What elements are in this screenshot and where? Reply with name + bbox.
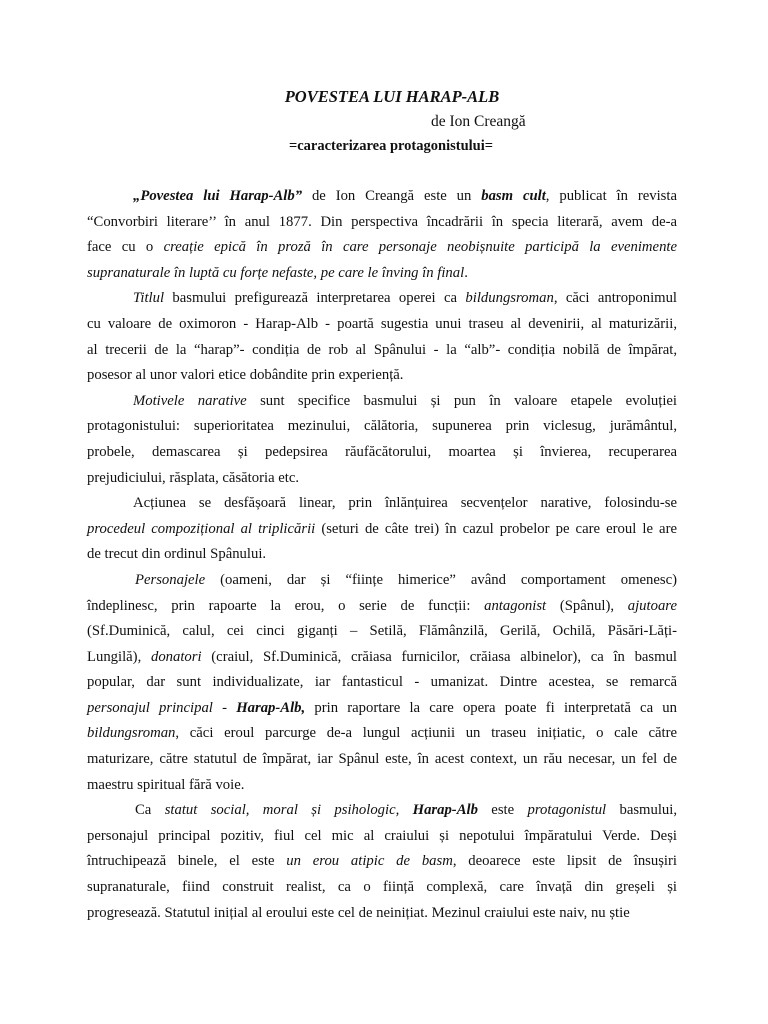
text-run: personajul principal pozitiv, fiul cel mic al craiului și nepotului împăratului Verde. Deși bbox=[87, 827, 677, 844]
text-run: probele, demascarea și pedepsirea răufăcătorului, moartea și învierea, recuperarea bbox=[87, 443, 677, 460]
text-line bbox=[87, 286, 677, 312]
text-run: supranaturale, fiind construit realist, ca o ființă complexă, care învață din greșeli și bbox=[87, 879, 677, 896]
text-run: Acțiunea se desfășoară linear, prin înlănțuirea secvențelor narative, folosindu-se bbox=[133, 495, 677, 512]
text-run: procedeul compozițional al triplicării bbox=[87, 520, 316, 537]
text-run: prin raportare la care opera poate fi interpretată ca un bbox=[305, 699, 677, 716]
text-run: maturizare, către statutul de împărat, iar Spânul este, în acest context, un rău necesar, un fel de bbox=[87, 751, 677, 768]
text-line bbox=[87, 184, 677, 210]
document-author: de Ion Creangă bbox=[431, 113, 526, 130]
text-line bbox=[87, 798, 677, 824]
text-run: (seturi de câte trei) în cazul probelor pe care eroul le are bbox=[315, 520, 677, 537]
document-title: POVESTEA LUI HARAP-ALB bbox=[284, 87, 500, 106]
text-run: (craiul, Sf.Duminică, crăiasa furnicilor, crăiasa albinelor), ca în basmul bbox=[201, 648, 677, 665]
text-line bbox=[87, 261, 677, 287]
text-line bbox=[87, 466, 677, 492]
text-line bbox=[87, 901, 677, 927]
text-line bbox=[87, 235, 677, 261]
text-run: progresează. Statutul inițial al eroului este cel de neinițiat. Mezinul craiului este naiv, nu știe bbox=[87, 904, 630, 921]
text-run: basmului prefigurează interpretarea operei ca bbox=[164, 290, 466, 307]
text-run: maestru spiritual fără voie. bbox=[87, 776, 245, 793]
text-run: , căci antroponimul bbox=[553, 290, 677, 307]
text-line bbox=[87, 568, 677, 594]
text-line bbox=[87, 875, 677, 901]
paragraph bbox=[87, 389, 677, 491]
text-line bbox=[87, 849, 677, 875]
text-run: „Povestea lui Harap-Alb” bbox=[133, 188, 303, 204]
text-line bbox=[87, 747, 677, 773]
text-run: “Convorbiri literare’’ în anul 1877. Din perspectiva încadrării în specia literară, avem de-a bbox=[87, 213, 677, 230]
text-run: prejudiciului, răsplata, căsătoria etc. bbox=[87, 469, 300, 486]
text-run bbox=[399, 802, 412, 818]
text-run: (Sf.Duminică, calul, cei cinci giganți – Setilă, Flămânzilă, Gerilă, Ochilă, Păsări-Lăți- bbox=[87, 623, 677, 640]
paragraph bbox=[87, 568, 677, 798]
text-run: Harap-Alb, bbox=[236, 699, 306, 716]
text-run: al trecerii de la “harap”- condiția de rob al Spânului - la “alb”- condiția nobilă de împărat, bbox=[87, 341, 677, 358]
text-line bbox=[87, 389, 677, 415]
text-line bbox=[87, 824, 677, 850]
text-run: ajutoare bbox=[627, 597, 677, 614]
text-run: Titlul bbox=[133, 290, 165, 307]
text-run: donatori bbox=[150, 648, 202, 665]
text-run: protagonistului: superioritatea mezinului, călătoria, supunerea prin viclesug, jurământul, bbox=[87, 418, 677, 435]
text-run: bildungsroman bbox=[87, 725, 176, 742]
text-run: de Ion Creangă este un bbox=[302, 188, 482, 204]
paragraph bbox=[87, 798, 677, 926]
document-body bbox=[87, 184, 677, 926]
text-run: un erou atipic de basm bbox=[286, 853, 453, 870]
text-run: creație epică în proză în care personaje neobișnuite participă la evenimente bbox=[163, 239, 678, 256]
text-run: , publicat în revista bbox=[545, 188, 677, 204]
text-line bbox=[87, 696, 677, 722]
text-run: Lungilă), bbox=[87, 648, 151, 665]
text-run: face cu o bbox=[87, 239, 164, 256]
text-run: posesor al unor valori etice dobândite prin experiență. bbox=[87, 367, 404, 384]
document-subtitle: =caracterizarea protagonistului= bbox=[288, 138, 494, 154]
text-run: statut social, moral și psihologic, bbox=[164, 802, 400, 819]
text-run: - bbox=[212, 699, 237, 716]
paragraph bbox=[87, 184, 677, 286]
text-run: (Spânul), bbox=[546, 597, 628, 614]
text-line bbox=[87, 619, 677, 645]
document-page bbox=[87, 86, 677, 926]
text-run: sunt specifice basmului și pun în valoare etapele evoluției bbox=[246, 392, 678, 409]
text-line bbox=[87, 517, 677, 543]
text-line bbox=[87, 363, 677, 389]
text-line bbox=[87, 210, 677, 236]
text-line bbox=[87, 645, 677, 671]
text-run: antagonist bbox=[484, 597, 547, 614]
text-line bbox=[87, 670, 677, 696]
text-run: bildungsroman bbox=[465, 290, 554, 307]
text-line bbox=[87, 440, 677, 466]
text-run: (oameni, dar și “ființe himerice” având comportament omenesc) bbox=[205, 571, 677, 588]
text-run: basmului, bbox=[606, 802, 678, 819]
text-run: îndeplinesc, prin rapoarte la erou, o serie de funcții: bbox=[87, 597, 485, 614]
text-line bbox=[87, 542, 677, 568]
text-run: , deoarece este lipsit de însușiri bbox=[452, 853, 677, 870]
text-run: personajul principal bbox=[87, 699, 213, 716]
paragraph bbox=[87, 286, 677, 388]
text-run: este bbox=[477, 802, 528, 819]
text-run: protagonistul bbox=[527, 802, 607, 819]
text-run: de trecut din ordinul Spânului. bbox=[87, 546, 267, 563]
text-line bbox=[87, 491, 677, 517]
text-run: întruchipează binele, el este bbox=[87, 853, 287, 870]
text-run: basm cult bbox=[481, 188, 546, 204]
text-line bbox=[87, 338, 677, 364]
text-run: Ca bbox=[135, 802, 165, 819]
text-run: cu valoare de oximoron - Harap-Alb - poartă sugestia unui traseu al devenirii, al maturizării, bbox=[87, 315, 677, 332]
text-line bbox=[87, 773, 677, 799]
text-run: , căci eroul parcurge de-a lungul acțiunii un traseu inițiatic, o cale către bbox=[175, 725, 677, 742]
paragraph bbox=[87, 491, 677, 568]
text-run: popular, dar sunt individualizate, iar fantasticul - umanizat. Dintre acestea, se remarcă bbox=[87, 674, 677, 691]
text-run: Harap-Alb bbox=[412, 802, 478, 819]
text-run: . bbox=[464, 264, 468, 281]
text-run: Motivele narative bbox=[133, 392, 247, 409]
text-run: Personajele bbox=[135, 571, 206, 588]
text-line bbox=[87, 594, 677, 620]
text-line bbox=[87, 721, 677, 747]
text-line bbox=[87, 312, 677, 338]
text-line bbox=[87, 414, 677, 440]
text-run: supranaturale în luptă cu forțe nefaste, pe care le înving în final bbox=[87, 264, 465, 281]
